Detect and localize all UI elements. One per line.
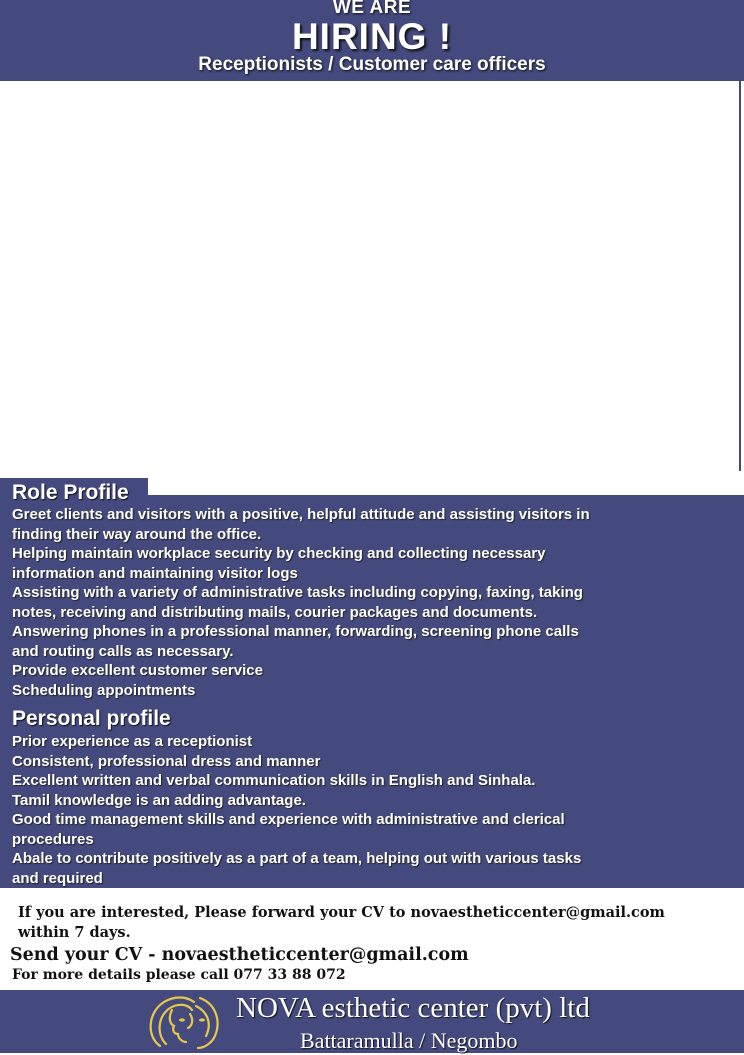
company-footer xyxy=(0,990,744,1053)
send-cv-email-link[interactable]: Send your CV - novaestheticcenter@gmail.com xyxy=(10,945,469,965)
application-instructions xyxy=(18,903,738,943)
personal-profile-line: Abale to contribute positively as a part of a team, helping out with various tasks xyxy=(12,850,582,867)
phone-contact[interactable]: For more details please call 077 33 88 072 xyxy=(12,967,346,983)
personal-profile-line: and required xyxy=(12,869,103,887)
contact-section xyxy=(0,888,744,990)
role-profile-line: information and maintaining visitor logs xyxy=(12,564,298,582)
personal-profile-line: Excellent written and verbal communication skills in English and Sinhala. xyxy=(12,772,536,789)
personal-profile-line: procedures xyxy=(12,830,94,848)
nova-logo-icon xyxy=(142,990,226,1050)
company-locations: Battaramulla / Negombo xyxy=(300,1028,518,1053)
role-profile-line: Provide excellent customer service xyxy=(12,662,263,679)
application-instructions-line2: within 7 days. xyxy=(18,924,131,941)
personal-profile-heading: Personal profile xyxy=(12,707,171,730)
company-name: NOVA esthetic center (pvt) ltd xyxy=(236,992,590,1024)
banner-position-subtitle: Receptionists / Customer care officers xyxy=(198,54,546,75)
role-profile-line: Greet clients and visitors with a positive, helpful attitude and assisting visitors in xyxy=(12,506,590,523)
role-profile-list xyxy=(12,505,672,700)
personal-profile-line: Prior experience as a receptionist xyxy=(12,733,253,750)
role-profile-line: Assisting with a variety of administrative tasks including copying, faxing, taking xyxy=(12,584,583,601)
hiring-banner xyxy=(0,0,744,81)
personal-profile-line: Consistent, professional dress and manner xyxy=(12,752,321,770)
personal-profile-list xyxy=(12,732,672,888)
role-profile-line: Scheduling appointments xyxy=(12,681,196,699)
hero-image-area xyxy=(0,81,744,471)
role-profile-line: Helping maintain workplace security by checking and collecting necessary xyxy=(12,545,546,562)
banner-hiring-title: HIRING ! xyxy=(291,16,453,57)
role-profile-heading: Role Profile xyxy=(12,481,129,504)
role-profile-line: notes, receiving and distributing mails, courier packages and documents. xyxy=(12,603,538,621)
role-profile-line: finding their way around the office. xyxy=(12,525,262,543)
personal-profile-line: Tamil knowledge is an adding advantage. xyxy=(12,791,306,809)
job-description-panel xyxy=(0,481,744,888)
personal-profile-line: Good time management skills and experience with administrative and clerical xyxy=(12,811,565,828)
hero-image-border xyxy=(739,81,741,471)
banner-we-are: WE ARE xyxy=(332,0,412,18)
role-profile-line: and routing calls as necessary. xyxy=(12,642,234,660)
application-instructions-line1: If you are interested, Please forward your CV to novaestheticcenter@gmail.com xyxy=(18,904,665,921)
role-profile-line: Answering phones in a professional manner, forwarding, screening phone calls xyxy=(12,623,579,640)
